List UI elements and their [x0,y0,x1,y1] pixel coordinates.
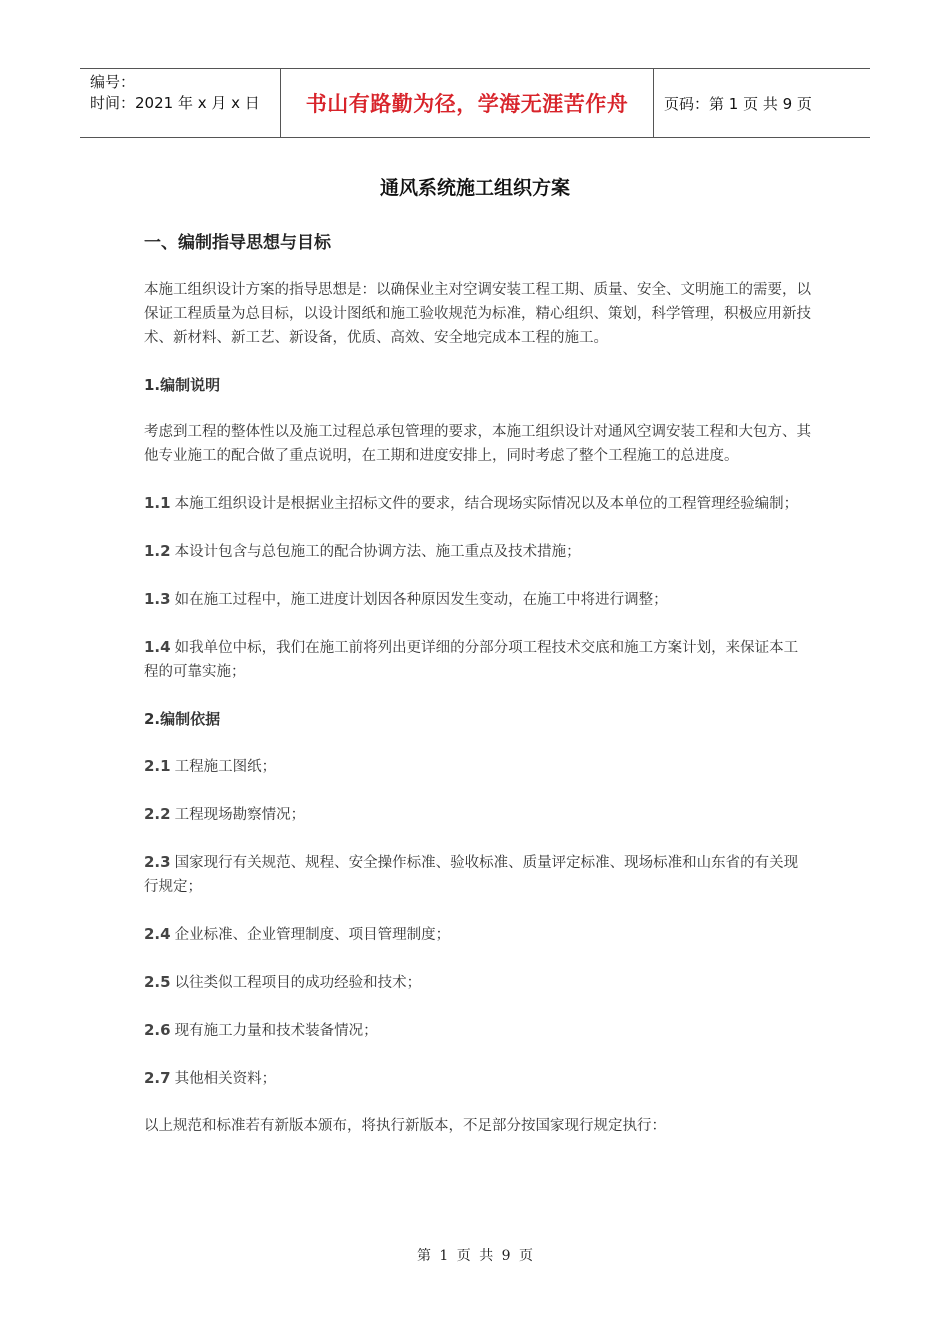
closing-paragraph: 以上规范和标准若有新版本颁布，将执行新版本，不足部分按国家现行规定执行： [144,1118,666,1134]
item-text: 工程现场勘察情况； [174,807,306,823]
list-item [144,850,812,899]
list-item [144,922,812,947]
list-item [144,587,812,612]
list-item [144,754,812,779]
item-number: 2.6 [144,1021,171,1039]
document-title: 通风系统施工组织方案 [379,177,570,199]
list-item [144,491,812,516]
list-item [144,539,812,564]
item-text: 本施工组织设计是根据业主招标文件的要求，结合现场实际情况以及本单位的工程管理经验编制； [174,496,799,512]
header-motto: 书山有路勤为径，学海无涯苦作舟 [281,69,654,137]
paragraph: 考虑到工程的整体性以及施工过程总承包管理的要求，本施工组织设计对通风空调安装工程和大包方、其他专业施工的配合做了重点说明，在工期和进度安排上，同时考虑了整个工程施工的总进度。 [144,424,811,464]
number-label: 编号： [90,73,136,91]
document-body [144,228,812,1161]
list-item [144,635,812,684]
item-number: 2.3 [144,853,171,871]
header-meta [80,69,281,137]
list-item [144,970,812,995]
item-number: 1.1 [144,494,171,512]
list-item [144,1066,812,1091]
intro-paragraph: 本施工组织设计方案的指导思想是：以确保业主对空调安装工程工期、质量、安全、文明施工的需要，以保证工程质量为总目标，以设计图纸和施工验收规范为标准，精心组织、策划，科学管理，积极应用新技术、新材料、新工艺、新设备，优质、高效、安全地完成本工程的施工。 [144,282,811,346]
subsection-heading: 1.编制说明 [144,376,221,394]
item-text: 现有施工力量和技术装备情况； [174,1023,378,1039]
section-heading: 一、编制指导思想与目标 [144,233,331,253]
item-number: 2.2 [144,805,171,823]
item-number: 1.4 [144,638,171,656]
item-number: 2.1 [144,757,171,775]
subsection-heading: 2.编制依据 [144,710,221,728]
item-number: 2.7 [144,1069,171,1087]
list-item [144,1018,812,1043]
item-number: 1.3 [144,590,171,608]
item-text: 其他相关资料； [174,1071,277,1087]
item-text: 如在施工过程中，施工进度计划因各种原因发生变动，在施工中将进行调整； [174,592,668,608]
list-item [144,802,812,827]
item-text: 本设计包含与总包施工的配合协调方法、施工重点及技术措施； [174,544,581,560]
date-label: 时间：2021 年 x 月 x 日 [90,94,260,112]
item-text: 以往类似工程项目的成功经验和技术； [174,975,422,991]
item-text: 如我单位中标，我们在施工前将列出更详细的分部分项工程技术交底和施工方案计划，来保证本工程的可靠实施； [144,640,799,680]
item-number: 2.4 [144,925,171,943]
page-footer: 第 1 页 共 9 页 [416,1248,534,1264]
page-header [80,68,870,138]
item-text: 工程施工图纸； [174,759,277,775]
item-text: 企业标准、企业管理制度、项目管理制度； [174,927,451,943]
item-text: 国家现行有关规范、规程、安全操作标准、验收标准、质量评定标准、现场标准和山东省的有关现行规定； [144,855,799,895]
header-page-info: 页码：第 1 页 共 9 页 [664,94,812,113]
item-number: 1.2 [144,542,171,560]
item-number: 2.5 [144,973,171,991]
